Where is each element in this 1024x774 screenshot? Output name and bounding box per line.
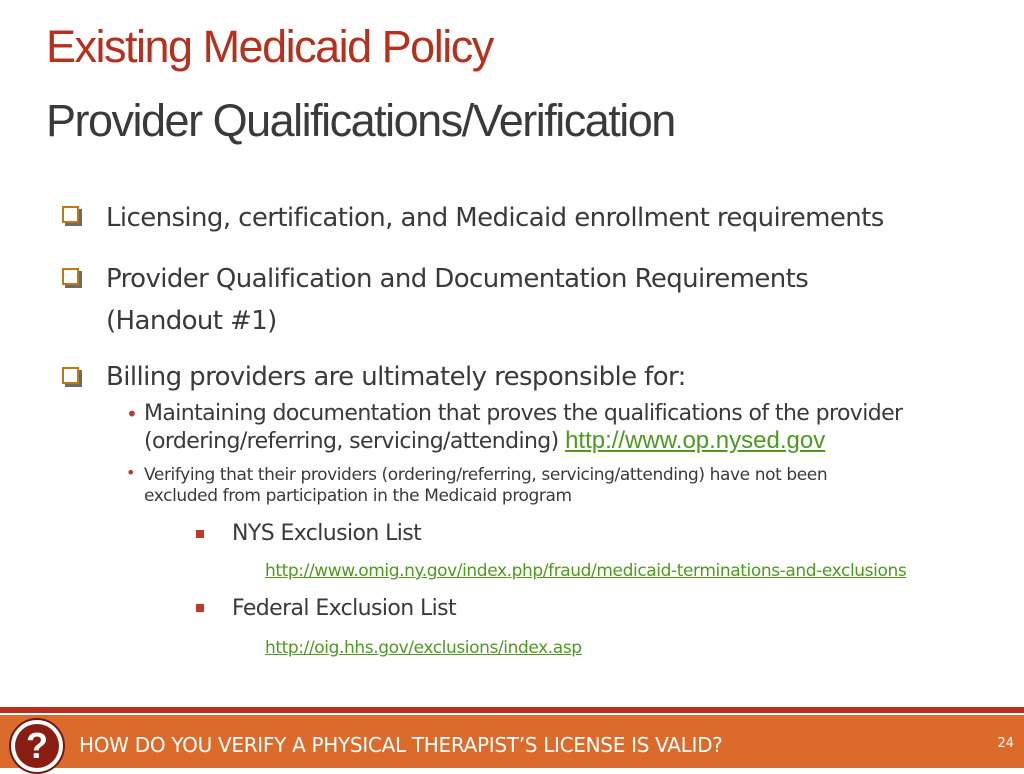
nys-exclusion-list-label: NYS Exclusion List [232,521,422,546]
nysed-link[interactable]: http://www.op.nysed.gov [565,427,826,454]
checkbox-bullet-icon [62,206,79,223]
bullet-dot-icon: • [126,463,136,482]
slide-title: Existing Medicaid Policy [46,21,493,72]
checkbox-bullet-icon [62,268,79,285]
slide-subtitle: Provider Qualifications/Verification [46,95,675,146]
nys-exclusion-list-link[interactable]: http://www.omig.ny.gov/index.php/fraud/medicaid-terminations-and-exclusions [265,561,907,581]
bullet-billing-providers: Billing providers are ultimately responsible for: [106,362,686,392]
sub-bullet-maintaining: Maintaining documentation that proves the qualifications of the provider [144,401,903,426]
square-bullet-icon [196,530,204,538]
footer-question: HOW DO YOU VERIFY A PHYSICAL THERAPIST’S LICENSE IS VALID? [79,733,723,757]
question-mark-icon [9,718,65,774]
sub-bullet-maintaining-text: (ordering/referring, servicing/attending) [144,429,559,454]
square-bullet-icon [196,604,204,612]
footer-bar [0,715,1024,768]
page-number: 24 [997,736,1014,751]
footer-divider [0,707,1024,713]
sub-bullet-verifying: Verifying that their providers (ordering/referring, servicing/attending) have not been [144,465,828,485]
bullet-licensing: Licensing, certification, and Medicaid enrollment requirements [106,203,884,233]
question-mark-glyph: ? [15,724,59,768]
checkbox-bullet-icon [62,367,79,384]
bullet-provider-qualification: Provider Qualification and Documentation Requirements [106,264,809,294]
bullet-dot-icon: • [126,402,138,426]
federal-exclusion-list-link[interactable]: http://oig.hhs.gov/exclusions/index.asp [265,638,582,658]
federal-exclusion-list-label: Federal Exclusion List [232,596,457,621]
bullet-handout: (Handout #1) [106,306,277,336]
sub-bullet-verifying-line2: excluded from participation in the Medicaid program [144,486,572,506]
sub-bullet-maintaining-line2 [144,428,825,455]
